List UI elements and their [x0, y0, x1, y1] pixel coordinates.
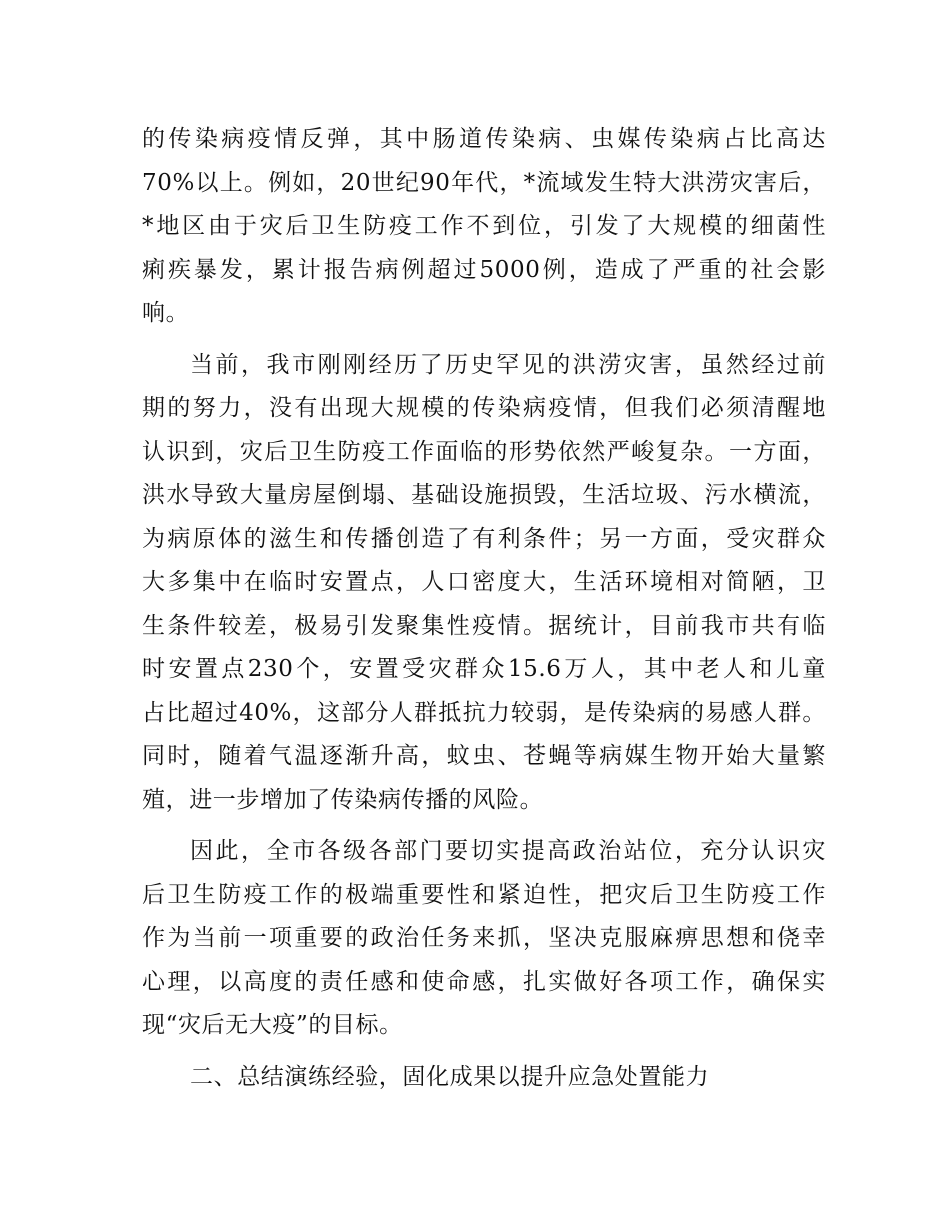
paragraph-line: 占比超过40%，这部分人群抵抗力较弱，是传染病的易感人群。 — [142, 699, 826, 726]
section-heading-text: 二、总结演练经验，固化成果以提升应急处置能力 — [190, 1063, 710, 1090]
paragraph-1 — [142, 118, 826, 336]
paragraph-line: 70%以上。例如，20世纪90年代，*流域发生特大洪涝灾害后， — [142, 169, 826, 196]
paragraph-line: 时安置点230个，安置受灾群众15.6万人，其中老人和儿童 — [142, 656, 826, 682]
paragraph-3 — [142, 830, 826, 1048]
paragraph-line: 现“灾后无大疫”的目标。 — [142, 1012, 403, 1038]
section-heading — [142, 1056, 826, 1100]
paragraph-line: 后卫生防疫工作的极端重要性和紧迫性，把灾后卫生防疫工作 — [142, 881, 826, 908]
paragraph-line: 的传染病疫情反弹，其中肠道传染病、虫媒传染病占比高达 — [142, 126, 826, 152]
document-body — [142, 118, 826, 1099]
paragraph-line: 因此，全市各级各部门要切实提高政治站位，充分认识灾 — [190, 838, 826, 864]
paragraph-line: 为病原体的滋生和传播创造了有利条件；另一方面，受灾群众 — [142, 525, 826, 552]
paragraph-line: 生条件较差，极易引发聚集性疫情。据统计，目前我市共有临 — [142, 612, 826, 639]
paragraph-line: 同时，随着气温逐渐升高，蚊虫、苍蝇等病媒生物开始大量繁 — [142, 743, 826, 769]
paragraph-line: 大多集中在临时安置点，人口密度大，生活环境相对简陋，卫 — [142, 569, 826, 595]
paragraph-line: 响。 — [142, 300, 190, 326]
paragraph-line: 痢疾暴发，累计报告病例超过5000例，造成了严重的社会影 — [142, 256, 826, 283]
paragraph-line: 心理，以高度的责任感和使命感，扎实做好各项工作，确保实 — [142, 968, 826, 995]
paragraph-line: 洪水导致大量房屋倒塌、基础设施损毁，生活垃圾、污水横流， — [142, 482, 826, 508]
paragraph-line: 当前，我市刚刚经历了历史罕见的洪涝灾害，虽然经过前 — [190, 351, 826, 378]
paragraph-line: *地区由于灾后卫生防疫工作不到位，引发了大规模的细菌性 — [142, 213, 826, 239]
paragraph-2 — [142, 344, 826, 823]
paragraph-line: 作为当前一项重要的政治任务来抓，坚决克服麻痹思想和侥幸 — [142, 925, 826, 951]
paragraph-line: 认识到，灾后卫生防疫工作面临的形势依然严峻复杂。一方面， — [142, 438, 826, 465]
paragraph-line: 期的努力，没有出现大规模的传染病疫情，但我们必须清醒地 — [142, 395, 826, 421]
paragraph-line: 殖，进一步增加了传染病传播的风险。 — [142, 786, 544, 813]
